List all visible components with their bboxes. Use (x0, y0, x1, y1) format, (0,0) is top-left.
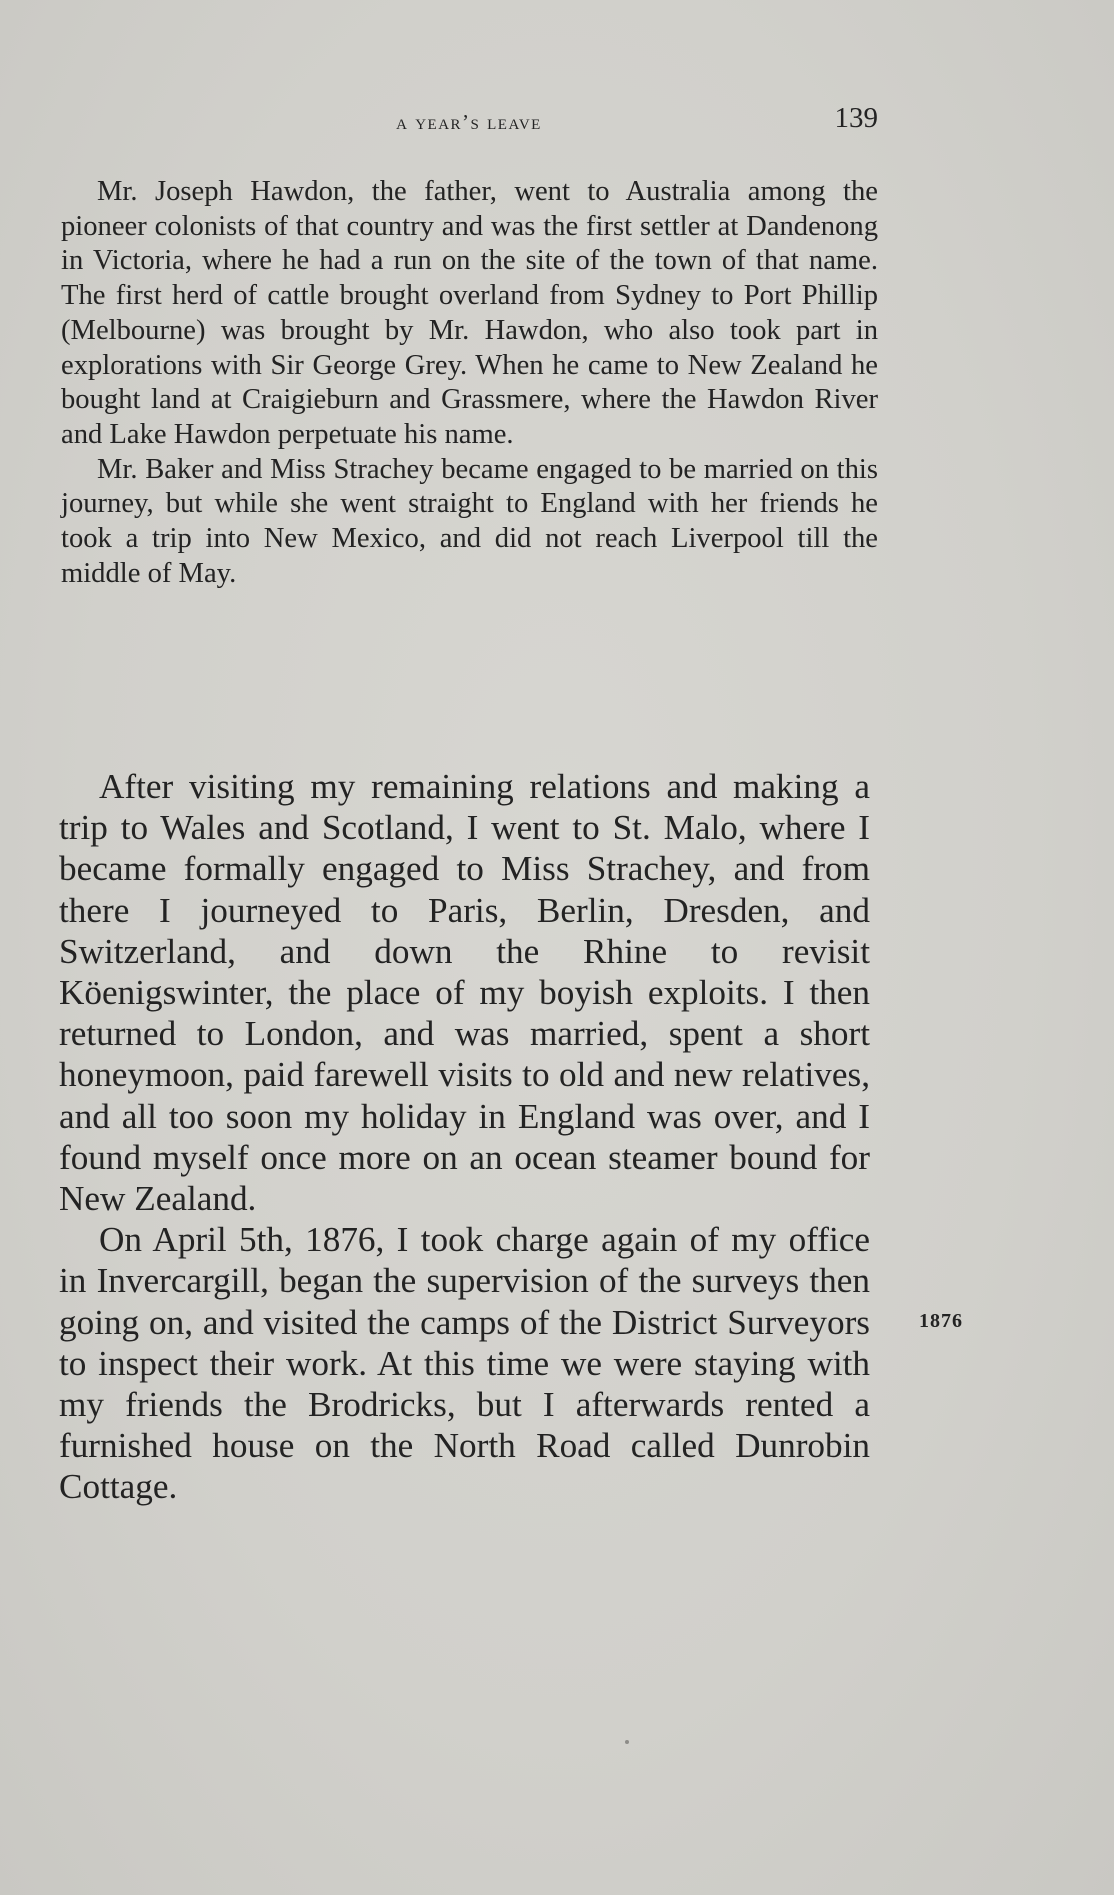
footnote-paragraph-baker: Mr. Baker and Miss Strachey became engaged to be married on this journey, but while she went straight to England with her friends he took a trip into New Mexico, and did not reach Liverpool till the middle of May. (61, 453, 878, 589)
margin-year: 1876 (919, 1310, 963, 1332)
running-title: a year’s leave (396, 110, 542, 134)
paper-speck (625, 1740, 629, 1744)
paragraph-travels: After visiting my remaining relations and making a trip to Wales and Scotland, I went to St. Malo, where I became formally engaged to Miss Strachey, and from there I journeyed to Paris, Berlin, Dresden, and Switzerland, and down the Rhine to revisit Köenigswinter, the place of my boyish exploits. I then returned to London, and was married, spent a short honeymoon, paid farewell visits to old and new relatives, and all too soon my holiday in England was over, and I found myself once more on an ocean steamer bound for New Zealand. (59, 767, 870, 1219)
footnote-paragraph-hawdon: Mr. Joseph Hawdon, the father, went to Australia among the pioneer colonists of that country and was the first settler at Dandenong in Victoria, where he had a run on the site of the town of that name. The first herd of cattle brought overland from Sydney to Port Phillip (Melbourne) was brought by Mr. Hawdon, who also took part in explorations with Sir George Grey. When he came to New Zealand he bought land at Craigieburn and Grassmere, where the Hawdon River and Lake Hawdon perpetuate his name. (61, 176, 878, 450)
running-head (60, 102, 878, 142)
page-number: 139 (834, 102, 878, 134)
footnote-block (61, 175, 878, 591)
paragraph-return: On April 5th, 1876, I took charge again of my office in Invercargill, began the supervision of the surveys then going on, and visited the camps of the District Surveyors to inspect their work. At this time we were staying with my friends the Brodricks, but I afterwards rented a furnished house on the North Road called Dunrobin Cottage. (59, 1220, 870, 1507)
main-text (59, 766, 870, 1508)
